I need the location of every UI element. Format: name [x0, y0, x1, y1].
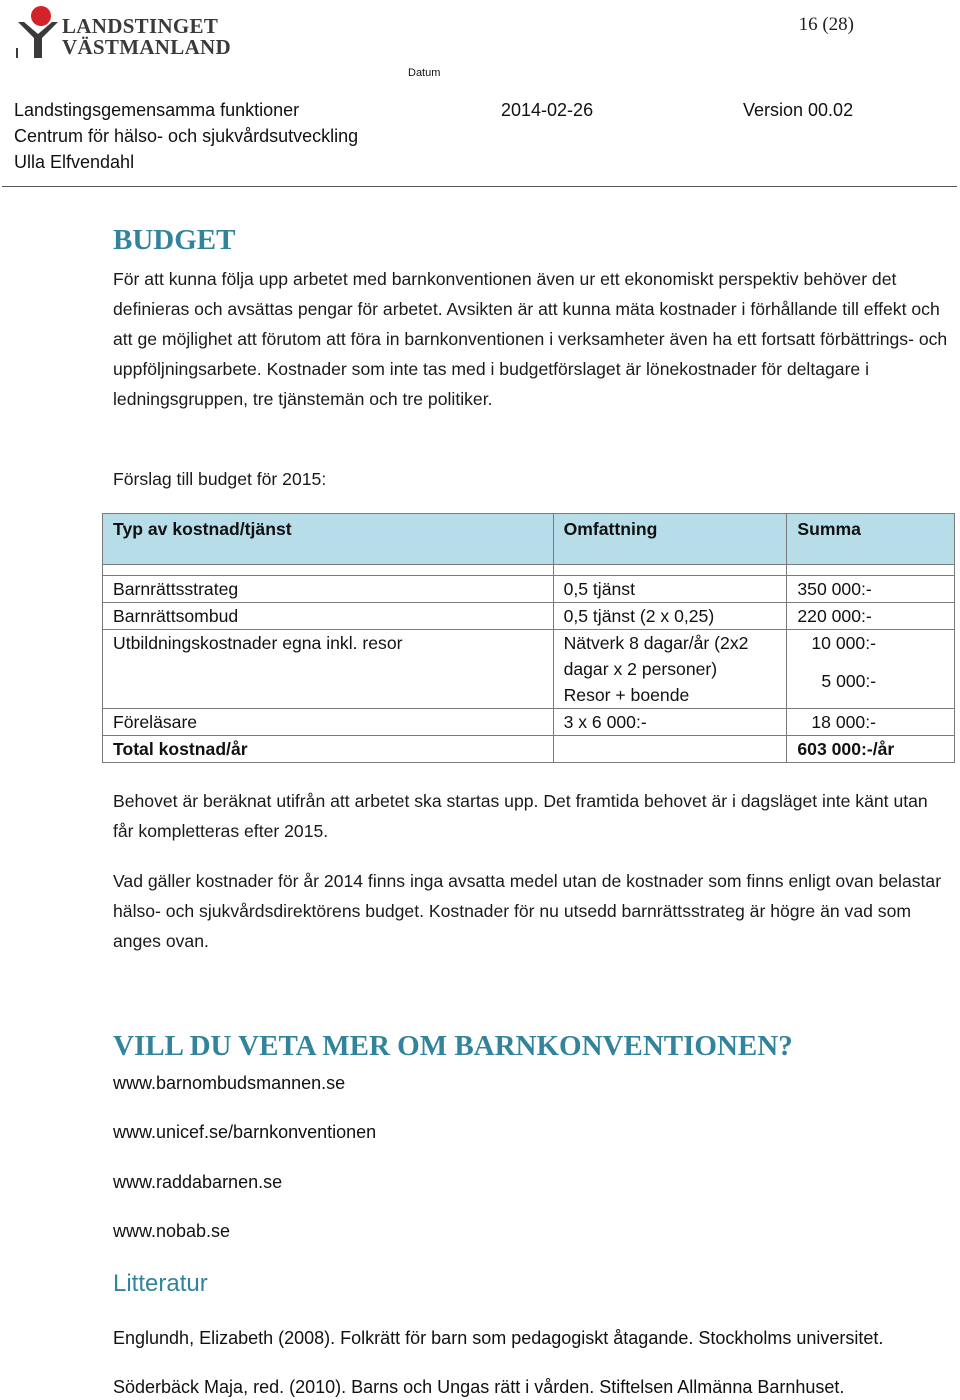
link-nobab[interactable]: www.nobab.se: [113, 1221, 231, 1241]
page-number: 16 (28): [798, 14, 854, 35]
table-cell: Barnrättsstrateg: [103, 576, 554, 603]
scope-travel: Resor + boende: [563, 685, 690, 705]
header-unit: Centrum för hälso- och sjukvårdsutveckling: [14, 126, 359, 146]
table-cell: [553, 630, 787, 709]
sum-travel: 5 000:-: [821, 671, 877, 691]
literature-ref: Englundh, Elizabeth (2008). Folkrätt för barn som pedagogiskt åtagande. Stockholms universitet.: [113, 1328, 884, 1348]
table-cell: Barnrättsombud: [103, 603, 554, 630]
table-cell: Föreläsare: [103, 709, 554, 736]
header-divider: [2, 186, 957, 187]
paragraph-need: Behovet är beräknat utifrån att arbetet ska startas upp. Det framtida behovet är i dagsläget inte känt utan får kompletteras efter 2015.: [113, 791, 928, 841]
table-row: [103, 603, 955, 630]
paragraph-costs-2014: Vad gäller kostnader för år 2014 finns inga avsatta medel utan de kostnader som finns enligt ovan belastar hälso- och sjukvårdsdirektörens budget. Kostnader för nu utsedd barnrättsstrateg är högre än vad som anges ovan.: [113, 871, 942, 951]
table-header-row: [103, 514, 955, 565]
budget-heading: BUDGET: [113, 224, 236, 256]
budget-paragraph: För att kunna följa upp arbetet med barnkonventionen även ur ett ekonomiskt perspektiv behöver det definieras och avsättas pengar för arbetet. Avsikten är att kunna mäta kostnader i förhållande till effekt och att ge möjlighet att förutom att föra in barnkonventionen i verksamheter även ha ett fortsatt förbättrings- och uppföljningsarbete. Kostnader som inte tas med i budgetförslaget är lönekostnader för deltagare i ledningsgruppen, tre tjänstemän och tre politiker.: [113, 269, 948, 409]
table-header-cell: Omfattning: [553, 514, 787, 565]
scope-network: Nätverk 8 dagar/år (2x2 dagar x 2 personer): [563, 633, 749, 679]
logo-line-2: VÄSTMANLAND: [62, 35, 231, 59]
table-row: [103, 576, 955, 603]
total-sum: 603 000:-/år: [787, 736, 955, 763]
header-date: 2014-02-26: [501, 100, 594, 120]
table-header-cell: Typ av kostnad/tjänst: [103, 514, 554, 565]
table-row: [103, 630, 955, 709]
datum-label: Datum: [408, 67, 441, 79]
sum-lecturer: 18 000:-: [811, 712, 876, 732]
literature-ref: Söderbäck Maja, red. (2010). Barns och Ungas rätt i vården. Stiftelsen Allmänna Barnhuset.: [113, 1377, 845, 1397]
literature-heading: Litteratur: [113, 1270, 208, 1297]
table-cell: 220 000:-: [787, 603, 955, 630]
table-cell: 0,5 tjänst: [553, 576, 787, 603]
total-label: Total kostnad/år: [103, 736, 554, 763]
table-cell: [787, 630, 955, 709]
logo-line-1: LANDSTINGET: [62, 14, 219, 38]
logo-emblem-icon: [14, 4, 66, 60]
table-cell: [787, 709, 955, 736]
table-spacer: [103, 565, 955, 576]
budget-table: [102, 513, 955, 763]
header-department: Landstingsgemensamma funktioner: [14, 100, 300, 120]
table-cell: 3 x 6 000:-: [553, 709, 787, 736]
header-author: Ulla Elfvendahl: [14, 152, 135, 172]
table-cell: 0,5 tjänst (2 x 0,25): [553, 603, 787, 630]
table-total-row: [103, 736, 955, 763]
link-barnombudsmannen[interactable]: www.barnombudsmannen.se: [113, 1073, 346, 1093]
table-cell: Utbildningskostnader egna inkl. resor: [103, 630, 554, 709]
logo: [14, 2, 231, 62]
table-cell: 350 000:-: [787, 576, 955, 603]
sum-network: 10 000:-: [811, 633, 876, 653]
budget-proposal: Förslag till budget för 2015:: [113, 469, 327, 489]
more-info-heading: VILL DU VETA MER OM BARNKONVENTIONEN?: [113, 1030, 793, 1062]
table-cell: [553, 736, 787, 763]
link-unicef[interactable]: www.unicef.se/barnkonventionen: [113, 1122, 377, 1142]
header-version: Version 00.02: [743, 100, 854, 120]
table-header-cell: Summa: [787, 514, 955, 565]
table-row: [103, 709, 955, 736]
link-raddabarnen[interactable]: www.raddabarnen.se: [113, 1172, 283, 1192]
